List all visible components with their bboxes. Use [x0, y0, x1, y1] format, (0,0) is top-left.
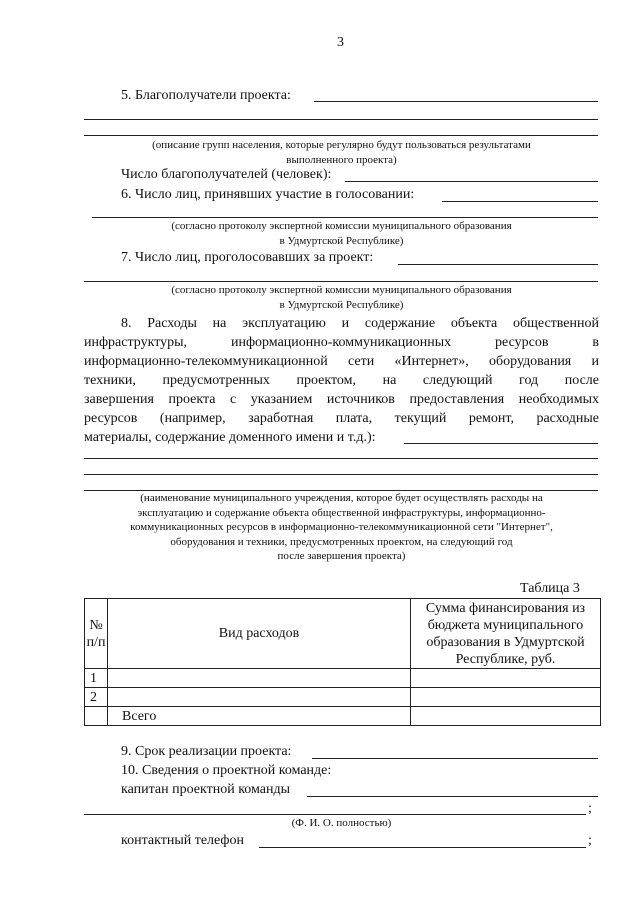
maintenance-costs-field[interactable]: [404, 443, 598, 444]
project-term-field[interactable]: [312, 758, 598, 759]
votes-for-field[interactable]: [398, 264, 598, 265]
row-expense-type-cell[interactable]: [108, 688, 411, 707]
table-caption: Таблица 3: [520, 581, 580, 596]
beneficiaries-field[interactable]: [314, 101, 598, 102]
contact-phone-field[interactable]: [259, 847, 586, 848]
total-label: Всего: [108, 707, 411, 726]
voters-field[interactable]: [442, 201, 598, 202]
row-number: 2: [85, 688, 108, 707]
contact-phone-label: контактный телефон: [121, 833, 244, 848]
row-expense-type-cell[interactable]: [108, 669, 411, 688]
row-funding-sum-cell[interactable]: [411, 688, 601, 707]
project-term-label: 9. Срок реализации проекта:: [121, 744, 292, 759]
team-captain-field[interactable]: [307, 796, 598, 797]
beneficiaries-count-field[interactable]: [345, 181, 598, 182]
team-captain-field-line-2[interactable]: [84, 814, 586, 815]
phone-semicolon: ;: [588, 833, 592, 848]
beneficiaries-count-label: Число благополучателей (человек):: [121, 167, 332, 182]
maintenance-costs-field-line-3[interactable]: [84, 474, 598, 475]
total-sum-cell[interactable]: [411, 707, 601, 726]
total-number-cell: [85, 707, 108, 726]
voters-label: 6. Число лиц, принявших участие в голосовании:: [121, 187, 415, 202]
table-header-row: [85, 599, 601, 669]
fio-note: (Ф. И. О. полностью): [291, 817, 392, 829]
team-captain-label: капитан проектной команды: [121, 782, 291, 797]
captain-semicolon: ;: [588, 801, 592, 816]
header-funding-sum: Сумма финансирования из бюджета муниципального образования в Удмуртской Республике, руб.: [411, 599, 601, 669]
table-row: [85, 669, 601, 688]
row-funding-sum-cell[interactable]: [411, 669, 601, 688]
beneficiaries-note: (описание групп населения, которые регулярно будут пользоваться результатами выполненного проекта): [152, 139, 531, 166]
votes-for-field-line-2[interactable]: [84, 281, 598, 282]
row-number: 1: [85, 669, 108, 688]
beneficiaries-field-line-3[interactable]: [84, 135, 598, 136]
expenses-table: [84, 598, 601, 726]
table-row: [85, 688, 601, 707]
beneficiaries-label: 5. Благополучатели проекта:: [121, 88, 291, 103]
maintenance-costs-field-line-2[interactable]: [84, 458, 598, 459]
project-team-label: 10. Сведения о проектной команде:: [121, 763, 332, 778]
voters-note: (согласно протоколу экспертной комиссии муниципального образования в Удмуртской Республике): [171, 220, 512, 247]
table-total-row: [85, 707, 601, 726]
page-number: 3: [337, 35, 344, 50]
beneficiaries-field-line-2[interactable]: [84, 119, 598, 120]
votes-for-label: 7. Число лиц, проголосовавших за проект:: [121, 250, 374, 265]
voters-field-line-2[interactable]: [92, 217, 598, 218]
maintenance-costs-note: (наименование муниципального учреждения, которое будет осуществлять расходы на эксплуатацию и содержание объекта общественной инфраструктуры, информационно- коммуникационных ресурсов в информационно-телекоммуникационной сети "Интернет", оборудования и техники, предусмотренных проектом, на следующий год после завершения проекта): [130, 492, 553, 562]
header-number: № п/п: [85, 599, 108, 669]
votes-for-note: (согласно протоколу экспертной комиссии муниципального образования в Удмуртской Республике): [171, 284, 512, 311]
header-expense-type: Вид расходов: [108, 599, 411, 669]
